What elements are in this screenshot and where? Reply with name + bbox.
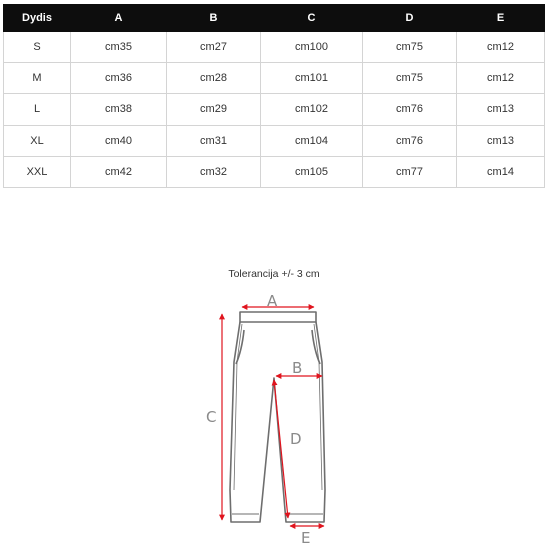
value-cell: cm29 xyxy=(167,94,261,125)
size-cell: XL xyxy=(4,125,71,156)
header-b: B xyxy=(167,5,261,32)
value-cell: cm12 xyxy=(457,32,545,63)
size-cell: L xyxy=(4,94,71,125)
value-cell: cm105 xyxy=(261,156,363,187)
table-row xyxy=(4,63,545,94)
table-row xyxy=(4,94,545,125)
arrow-d xyxy=(274,380,288,518)
value-cell: cm100 xyxy=(261,32,363,63)
table-header-row xyxy=(4,5,545,32)
value-cell: cm77 xyxy=(363,156,457,187)
value-cell: cm27 xyxy=(167,32,261,63)
header-c: C xyxy=(261,5,363,32)
size-cell: M xyxy=(4,63,71,94)
label-e: E xyxy=(301,529,311,547)
table-row xyxy=(4,156,545,187)
value-cell: cm102 xyxy=(261,94,363,125)
table-row xyxy=(4,32,545,63)
size-chart-table xyxy=(3,4,545,188)
table-row xyxy=(4,125,545,156)
label-a: A xyxy=(267,292,278,310)
value-cell: cm13 xyxy=(457,125,545,156)
value-cell: cm42 xyxy=(71,156,167,187)
header-e: E xyxy=(457,5,545,32)
value-cell: cm101 xyxy=(261,63,363,94)
label-c: C xyxy=(206,408,217,426)
value-cell: cm35 xyxy=(71,32,167,63)
value-cell: cm32 xyxy=(167,156,261,187)
value-cell: cm12 xyxy=(457,63,545,94)
value-cell: cm13 xyxy=(457,94,545,125)
tolerance-note: Tolerancija +/- 3 cm xyxy=(228,268,320,280)
size-cell: XXL xyxy=(4,156,71,187)
size-cell: S xyxy=(4,32,71,63)
value-cell: cm75 xyxy=(363,63,457,94)
value-cell: cm14 xyxy=(457,156,545,187)
value-cell: cm40 xyxy=(71,125,167,156)
value-cell: cm104 xyxy=(261,125,363,156)
value-cell: cm38 xyxy=(71,94,167,125)
value-cell: cm36 xyxy=(71,63,167,94)
header-a: A xyxy=(71,5,167,32)
value-cell: cm76 xyxy=(363,125,457,156)
header-d: D xyxy=(363,5,457,32)
value-cell: cm28 xyxy=(167,63,261,94)
label-b: B xyxy=(292,359,303,377)
header-size: Dydis xyxy=(4,5,71,32)
pants-measurement-diagram xyxy=(198,290,348,550)
value-cell: cm76 xyxy=(363,94,457,125)
value-cell: cm75 xyxy=(363,32,457,63)
label-d: D xyxy=(290,430,302,448)
value-cell: cm31 xyxy=(167,125,261,156)
